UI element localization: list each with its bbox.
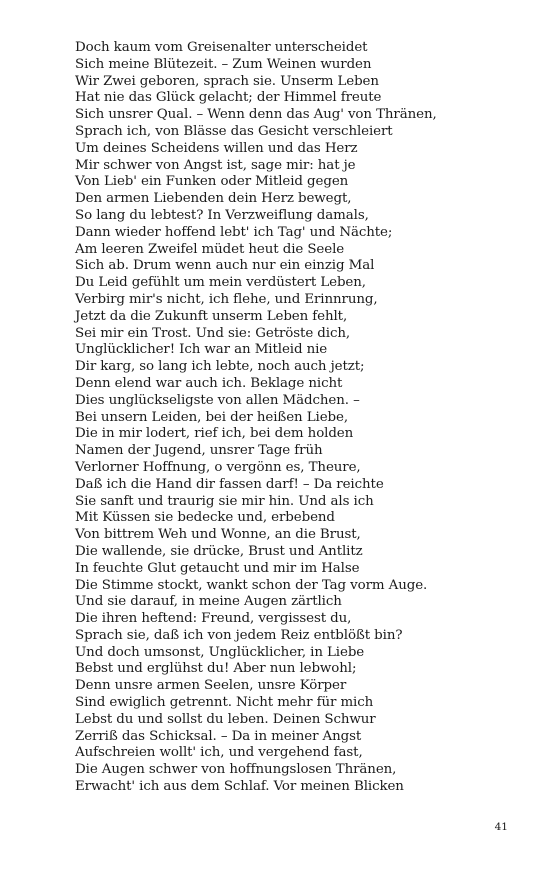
poem-line: Sich ab. Drum wenn auch nur ein einzig Mal [75, 258, 375, 274]
poem-line: Doch kaum vom Greisenalter unterscheidet [75, 40, 368, 55]
poem-line: Die in mir lodert, rief ich, bei dem holden [75, 426, 354, 442]
poem-line: Die Augen schwer von hoffnungslosen Thränen, [75, 762, 397, 778]
poem-line: Denn unsre armen Seelen, unsre Körper [75, 678, 347, 694]
poem-line: Die Stimme stockt, wankt schon der Tag vorm Auge. [75, 577, 428, 593]
poem-line: Du Leid gefühlt um mein verdüstert Leben, [75, 275, 366, 291]
poem-line: Lebst du und sollst du leben. Deinen Schwur [75, 711, 376, 727]
poem-line: So lang du lebtest? In Verzweiflung damals, [75, 207, 369, 223]
poem-line: Verlorner Hoffnung, o vergönn es, Theure, [75, 459, 361, 475]
poem-line: Zerriß das Schicksal. – Da in meiner Angst [75, 728, 362, 744]
poem-line: Die ihren heftend: Freund, vergissest du, [75, 611, 352, 627]
poem-line: Und sie darauf, in meine Augen zärtlich [75, 594, 342, 610]
poem-line: Bebst und erglühst du! Aber nun lebwohl; [75, 661, 357, 677]
poem-line: Unglücklicher! Ich war an Mitleid nie [75, 342, 328, 358]
poem-line: Dies unglückseligste von allen Mädchen. – [75, 392, 360, 408]
poem-line: Von Lieb' ein Funken oder Mitleid gegen [75, 174, 349, 190]
poem-line: Sei mir ein Trost. Und sie: Getröste dich, [75, 325, 351, 341]
poem-line: Von bittrem Weh und Wonne, an die Brust, [75, 527, 361, 543]
poem-line: Daß ich die Hand dir fassen darf! – Da reichte [75, 476, 384, 492]
poem-line: Hat nie das Glück gelacht; der Himmel freute [75, 90, 382, 106]
poem-line: Die wallende, sie drücke, Brust und Antlitz [75, 543, 363, 559]
poem-line: Bei unsern Leiden, bei der heißen Liebe, [75, 409, 348, 425]
poem-line: Namen der Jugend, unsrer Tage früh [75, 443, 323, 459]
poem-line: Sprach sie, daß ich von jedem Reiz entblößt bin? [75, 627, 403, 643]
poem-line: Dir karg, so lang ich lebte, noch auch jetzt; [75, 359, 365, 375]
poem-line: Aufschreien wollt' ich, und vergehend fast, [75, 745, 363, 761]
poem-line: Wir Zwei geboren, sprach sie. Unserm Leben [75, 73, 379, 89]
poem-line: Sprach ich, von Blässe das Gesicht verschleiert [75, 123, 393, 139]
poem-line: Sich unsrer Qual. – Wenn denn das Aug' von Thränen, [75, 107, 437, 123]
poem-line: Um deines Scheidens willen und das Herz [75, 140, 358, 156]
poem-line: Dann wieder hoffend lebt' ich Tag' und Nächte; [75, 224, 393, 240]
poem-line: Sich meine Blütezeit. – Zum Weinen wurden [75, 56, 372, 72]
poem-line: Verbirg mir's nicht, ich flehe, und Erinnrung, [75, 291, 378, 307]
poem-line: Und doch umsonst, Unglücklicher, in Liebe [75, 644, 365, 660]
poem-line: Erwacht' ich aus dem Schlaf. Vor meinen Blicken [75, 779, 404, 795]
poem-line: Sind ewiglich getrennt. Nicht mehr für mich [75, 695, 374, 711]
poem-line: Mit Küssen sie bedecke und, erbebend [75, 510, 335, 526]
poem-line: Denn elend war auch ich. Beklage nicht [75, 375, 343, 391]
page-number: 41 [494, 821, 508, 833]
poem-line: Am leeren Zweifel müdet heut die Seele [75, 241, 345, 257]
poem-line: Sie sanft und traurig sie mir hin. Und als ich [75, 493, 374, 509]
poem-line: Den armen Liebenden dein Herz bewegt, [75, 191, 352, 207]
poem-line: Jetzt da die Zukunft unserm Leben fehlt, [75, 308, 348, 324]
poem-line: In feuchte Glut getaucht und mir im Halse [75, 560, 360, 576]
poem-line: Mir schwer von Angst ist, sage mir: hat je [75, 157, 356, 173]
poem-text [75, 40, 515, 796]
